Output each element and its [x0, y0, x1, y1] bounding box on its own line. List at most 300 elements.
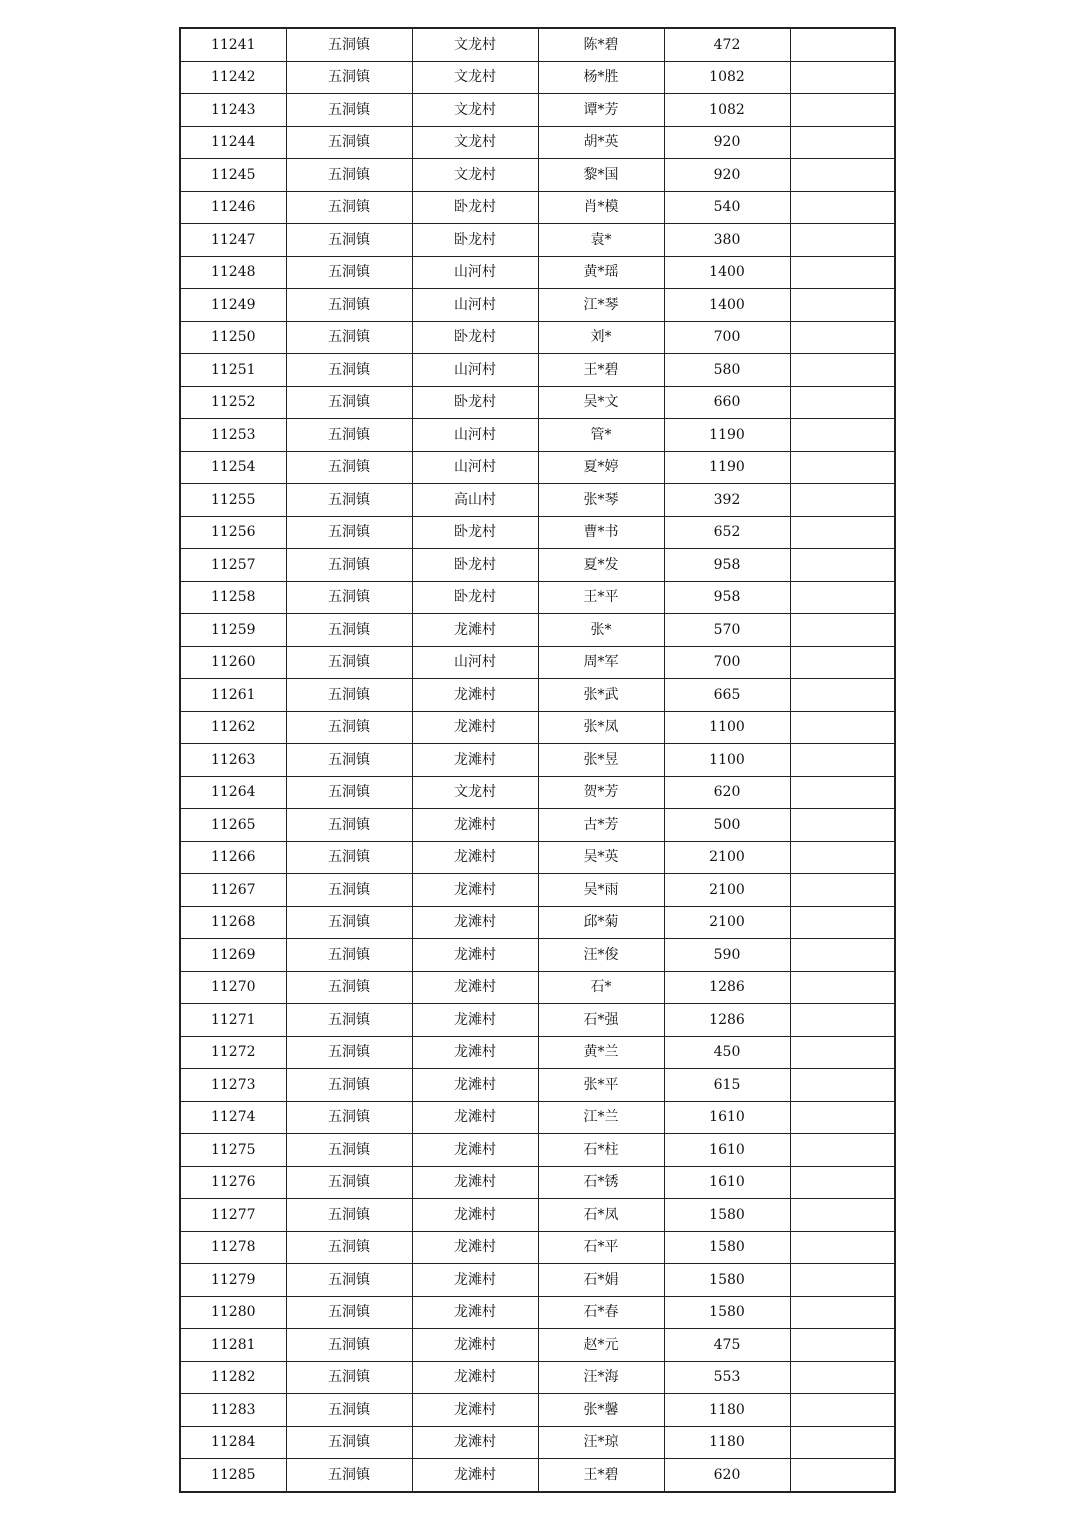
- note-cell: [790, 94, 895, 127]
- note-cell: [790, 191, 895, 224]
- amount-cell: 472: [664, 28, 790, 61]
- note-cell: [790, 1134, 895, 1167]
- row-number-cell: 11282: [180, 1361, 286, 1394]
- name-cell: 谭*芳: [538, 94, 664, 127]
- row-number-cell: 11265: [180, 809, 286, 842]
- row-number-cell: 11255: [180, 484, 286, 517]
- row-number-cell: 11244: [180, 126, 286, 159]
- table-row: [180, 256, 895, 289]
- note-cell: [790, 1394, 895, 1427]
- amount-cell: 553: [664, 1361, 790, 1394]
- name-cell: 曹*书: [538, 516, 664, 549]
- village-cell: 龙滩村: [412, 1004, 538, 1037]
- note-cell: [790, 484, 895, 517]
- village-cell: 龙滩村: [412, 1394, 538, 1427]
- village-cell: 龙滩村: [412, 1166, 538, 1199]
- village-cell: 卧龙村: [412, 386, 538, 419]
- village-cell: 龙滩村: [412, 809, 538, 842]
- table-row: [180, 1199, 895, 1232]
- town-cell: 五洞镇: [286, 971, 412, 1004]
- note-cell: [790, 256, 895, 289]
- name-cell: 石*娟: [538, 1264, 664, 1297]
- row-number-cell: 11243: [180, 94, 286, 127]
- row-number-cell: 11247: [180, 224, 286, 257]
- table-row: [180, 1134, 895, 1167]
- town-cell: 五洞镇: [286, 1134, 412, 1167]
- table-row: [180, 1231, 895, 1264]
- row-number-cell: 11261: [180, 679, 286, 712]
- row-number-cell: 11249: [180, 289, 286, 322]
- village-cell: 山河村: [412, 289, 538, 322]
- town-cell: 五洞镇: [286, 679, 412, 712]
- note-cell: [790, 549, 895, 582]
- row-number-cell: 11259: [180, 614, 286, 647]
- town-cell: 五洞镇: [286, 841, 412, 874]
- town-cell: 五洞镇: [286, 289, 412, 322]
- village-cell: 文龙村: [412, 61, 538, 94]
- name-cell: 石*柱: [538, 1134, 664, 1167]
- town-cell: 五洞镇: [286, 1264, 412, 1297]
- village-cell: 山河村: [412, 256, 538, 289]
- note-cell: [790, 1231, 895, 1264]
- town-cell: 五洞镇: [286, 1036, 412, 1069]
- table-row: [180, 191, 895, 224]
- table-row: [180, 646, 895, 679]
- name-cell: 王*碧: [538, 1459, 664, 1492]
- village-cell: 龙滩村: [412, 1199, 538, 1232]
- note-cell: [790, 906, 895, 939]
- name-cell: 石*平: [538, 1231, 664, 1264]
- name-cell: 张*武: [538, 679, 664, 712]
- table-row: [180, 386, 895, 419]
- note-cell: [790, 939, 895, 972]
- table-row: [180, 1004, 895, 1037]
- town-cell: 五洞镇: [286, 191, 412, 224]
- amount-cell: 1082: [664, 61, 790, 94]
- row-number-cell: 11274: [180, 1101, 286, 1134]
- name-cell: 胡*英: [538, 126, 664, 159]
- row-number-cell: 11284: [180, 1426, 286, 1459]
- name-cell: 贺*芳: [538, 776, 664, 809]
- name-cell: 袁*: [538, 224, 664, 257]
- row-number-cell: 11263: [180, 744, 286, 777]
- village-cell: 龙滩村: [412, 1231, 538, 1264]
- town-cell: 五洞镇: [286, 321, 412, 354]
- town-cell: 五洞镇: [286, 1296, 412, 1329]
- amount-cell: 590: [664, 939, 790, 972]
- note-cell: [790, 386, 895, 419]
- town-cell: 五洞镇: [286, 874, 412, 907]
- village-cell: 文龙村: [412, 159, 538, 192]
- village-cell: 山河村: [412, 354, 538, 387]
- name-cell: 赵*元: [538, 1329, 664, 1362]
- name-cell: 石*: [538, 971, 664, 1004]
- note-cell: [790, 646, 895, 679]
- row-number-cell: 11277: [180, 1199, 286, 1232]
- name-cell: 邱*菊: [538, 906, 664, 939]
- town-cell: 五洞镇: [286, 516, 412, 549]
- amount-cell: 620: [664, 1459, 790, 1492]
- note-cell: [790, 1361, 895, 1394]
- village-cell: 山河村: [412, 451, 538, 484]
- amount-cell: 2100: [664, 841, 790, 874]
- town-cell: 五洞镇: [286, 28, 412, 61]
- amount-cell: 1580: [664, 1264, 790, 1297]
- town-cell: 五洞镇: [286, 419, 412, 452]
- town-cell: 五洞镇: [286, 614, 412, 647]
- data-table: [179, 27, 896, 1493]
- note-cell: [790, 126, 895, 159]
- note-cell: [790, 1329, 895, 1362]
- row-number-cell: 11250: [180, 321, 286, 354]
- table-row: [180, 1361, 895, 1394]
- note-cell: [790, 679, 895, 712]
- table-row: [180, 451, 895, 484]
- village-cell: 龙滩村: [412, 744, 538, 777]
- amount-cell: 500: [664, 809, 790, 842]
- village-cell: 卧龙村: [412, 581, 538, 614]
- row-number-cell: 11266: [180, 841, 286, 874]
- town-cell: 五洞镇: [286, 1329, 412, 1362]
- name-cell: 陈*碧: [538, 28, 664, 61]
- row-number-cell: 11271: [180, 1004, 286, 1037]
- town-cell: 五洞镇: [286, 159, 412, 192]
- amount-cell: 1286: [664, 1004, 790, 1037]
- note-cell: [790, 971, 895, 1004]
- row-number-cell: 11242: [180, 61, 286, 94]
- name-cell: 张*平: [538, 1069, 664, 1102]
- table-row: [180, 939, 895, 972]
- name-cell: 王*碧: [538, 354, 664, 387]
- town-cell: 五洞镇: [286, 1394, 412, 1427]
- town-cell: 五洞镇: [286, 1101, 412, 1134]
- row-number-cell: 11258: [180, 581, 286, 614]
- village-cell: 山河村: [412, 646, 538, 679]
- village-cell: 卧龙村: [412, 321, 538, 354]
- table-row: [180, 1394, 895, 1427]
- table-row: [180, 1426, 895, 1459]
- amount-cell: 580: [664, 354, 790, 387]
- amount-cell: 1082: [664, 94, 790, 127]
- amount-cell: 475: [664, 1329, 790, 1362]
- town-cell: 五洞镇: [286, 1069, 412, 1102]
- town-cell: 五洞镇: [286, 711, 412, 744]
- amount-cell: 1610: [664, 1134, 790, 1167]
- amount-cell: 920: [664, 159, 790, 192]
- amount-cell: 1180: [664, 1394, 790, 1427]
- village-cell: 高山村: [412, 484, 538, 517]
- name-cell: 汪*海: [538, 1361, 664, 1394]
- row-number-cell: 11252: [180, 386, 286, 419]
- name-cell: 夏*婷: [538, 451, 664, 484]
- amount-cell: 1580: [664, 1296, 790, 1329]
- village-cell: 卧龙村: [412, 516, 538, 549]
- note-cell: [790, 451, 895, 484]
- row-number-cell: 11241: [180, 28, 286, 61]
- amount-cell: 540: [664, 191, 790, 224]
- table-row: [180, 354, 895, 387]
- row-number-cell: 11245: [180, 159, 286, 192]
- note-cell: [790, 1004, 895, 1037]
- row-number-cell: 11273: [180, 1069, 286, 1102]
- table-row: [180, 679, 895, 712]
- amount-cell: 620: [664, 776, 790, 809]
- row-number-cell: 11254: [180, 451, 286, 484]
- name-cell: 黄*瑶: [538, 256, 664, 289]
- table-row: [180, 484, 895, 517]
- amount-cell: 1190: [664, 419, 790, 452]
- note-cell: [790, 28, 895, 61]
- name-cell: 吴*英: [538, 841, 664, 874]
- name-cell: 汪*琼: [538, 1426, 664, 1459]
- village-cell: 龙滩村: [412, 711, 538, 744]
- amount-cell: 1580: [664, 1231, 790, 1264]
- village-cell: 卧龙村: [412, 191, 538, 224]
- village-cell: 龙滩村: [412, 1296, 538, 1329]
- town-cell: 五洞镇: [286, 126, 412, 159]
- village-cell: 龙滩村: [412, 939, 538, 972]
- row-number-cell: 11283: [180, 1394, 286, 1427]
- amount-cell: 700: [664, 321, 790, 354]
- village-cell: 文龙村: [412, 28, 538, 61]
- amount-cell: 1400: [664, 289, 790, 322]
- table-row: [180, 711, 895, 744]
- row-number-cell: 11278: [180, 1231, 286, 1264]
- table-row: [180, 94, 895, 127]
- amount-cell: 920: [664, 126, 790, 159]
- name-cell: 江*琴: [538, 289, 664, 322]
- note-cell: [790, 1036, 895, 1069]
- amount-cell: 380: [664, 224, 790, 257]
- amount-cell: 1400: [664, 256, 790, 289]
- note-cell: [790, 711, 895, 744]
- town-cell: 五洞镇: [286, 1166, 412, 1199]
- row-number-cell: 11281: [180, 1329, 286, 1362]
- name-cell: 黄*兰: [538, 1036, 664, 1069]
- town-cell: 五洞镇: [286, 94, 412, 127]
- row-number-cell: 11264: [180, 776, 286, 809]
- note-cell: [790, 1101, 895, 1134]
- town-cell: 五洞镇: [286, 451, 412, 484]
- table-row: [180, 614, 895, 647]
- table-row: [180, 581, 895, 614]
- note-cell: [790, 1459, 895, 1492]
- note-cell: [790, 516, 895, 549]
- name-cell: 刘*: [538, 321, 664, 354]
- amount-cell: 392: [664, 484, 790, 517]
- village-cell: 山河村: [412, 419, 538, 452]
- row-number-cell: 11279: [180, 1264, 286, 1297]
- row-number-cell: 11268: [180, 906, 286, 939]
- note-cell: [790, 61, 895, 94]
- table-row: [180, 126, 895, 159]
- name-cell: 周*军: [538, 646, 664, 679]
- village-cell: 龙滩村: [412, 1101, 538, 1134]
- note-cell: [790, 321, 895, 354]
- note-cell: [790, 1296, 895, 1329]
- village-cell: 龙滩村: [412, 841, 538, 874]
- village-cell: 龙滩村: [412, 1329, 538, 1362]
- name-cell: 江*兰: [538, 1101, 664, 1134]
- village-cell: 龙滩村: [412, 679, 538, 712]
- village-cell: 龙滩村: [412, 1264, 538, 1297]
- amount-cell: 1180: [664, 1426, 790, 1459]
- amount-cell: 700: [664, 646, 790, 679]
- town-cell: 五洞镇: [286, 906, 412, 939]
- town-cell: 五洞镇: [286, 1199, 412, 1232]
- note-cell: [790, 159, 895, 192]
- name-cell: 杨*胜: [538, 61, 664, 94]
- amount-cell: 570: [664, 614, 790, 647]
- village-cell: 卧龙村: [412, 224, 538, 257]
- row-number-cell: 11260: [180, 646, 286, 679]
- amount-cell: 450: [664, 1036, 790, 1069]
- village-cell: 文龙村: [412, 94, 538, 127]
- name-cell: 张*: [538, 614, 664, 647]
- amount-cell: 1286: [664, 971, 790, 1004]
- table-body: [180, 28, 895, 1492]
- town-cell: 五洞镇: [286, 744, 412, 777]
- note-cell: [790, 224, 895, 257]
- town-cell: 五洞镇: [286, 386, 412, 419]
- town-cell: 五洞镇: [286, 581, 412, 614]
- village-cell: 文龙村: [412, 776, 538, 809]
- note-cell: [790, 1069, 895, 1102]
- table-row: [180, 1069, 895, 1102]
- note-cell: [790, 776, 895, 809]
- amount-cell: 2100: [664, 906, 790, 939]
- town-cell: 五洞镇: [286, 1361, 412, 1394]
- table-row: [180, 1166, 895, 1199]
- town-cell: 五洞镇: [286, 1426, 412, 1459]
- note-cell: [790, 1199, 895, 1232]
- village-cell: 龙滩村: [412, 1426, 538, 1459]
- village-cell: 龙滩村: [412, 1361, 538, 1394]
- amount-cell: 2100: [664, 874, 790, 907]
- table-row: [180, 516, 895, 549]
- town-cell: 五洞镇: [286, 354, 412, 387]
- town-cell: 五洞镇: [286, 1004, 412, 1037]
- name-cell: 管*: [538, 419, 664, 452]
- town-cell: 五洞镇: [286, 549, 412, 582]
- table-row: [180, 1296, 895, 1329]
- table-row: [180, 1264, 895, 1297]
- town-cell: 五洞镇: [286, 224, 412, 257]
- amount-cell: 1100: [664, 744, 790, 777]
- note-cell: [790, 1166, 895, 1199]
- note-cell: [790, 809, 895, 842]
- table-row: [180, 419, 895, 452]
- name-cell: 张*琴: [538, 484, 664, 517]
- table-row: [180, 61, 895, 94]
- name-cell: 汪*俊: [538, 939, 664, 972]
- row-number-cell: 11253: [180, 419, 286, 452]
- amount-cell: 958: [664, 581, 790, 614]
- name-cell: 黎*国: [538, 159, 664, 192]
- note-cell: [790, 614, 895, 647]
- note-cell: [790, 289, 895, 322]
- table-row: [180, 906, 895, 939]
- row-number-cell: 11257: [180, 549, 286, 582]
- town-cell: 五洞镇: [286, 646, 412, 679]
- town-cell: 五洞镇: [286, 484, 412, 517]
- village-cell: 龙滩村: [412, 1069, 538, 1102]
- name-cell: 石*凤: [538, 1199, 664, 1232]
- amount-cell: 615: [664, 1069, 790, 1102]
- village-cell: 龙滩村: [412, 1134, 538, 1167]
- name-cell: 石*春: [538, 1296, 664, 1329]
- village-cell: 龙滩村: [412, 614, 538, 647]
- amount-cell: 1100: [664, 711, 790, 744]
- town-cell: 五洞镇: [286, 939, 412, 972]
- name-cell: 石*强: [538, 1004, 664, 1037]
- amount-cell: 1610: [664, 1166, 790, 1199]
- table-row: [180, 159, 895, 192]
- row-number-cell: 11251: [180, 354, 286, 387]
- village-cell: 龙滩村: [412, 906, 538, 939]
- name-cell: 夏*发: [538, 549, 664, 582]
- row-number-cell: 11267: [180, 874, 286, 907]
- table-row: [180, 809, 895, 842]
- note-cell: [790, 841, 895, 874]
- name-cell: 张*馨: [538, 1394, 664, 1427]
- village-cell: 龙滩村: [412, 874, 538, 907]
- note-cell: [790, 581, 895, 614]
- village-cell: 卧龙村: [412, 549, 538, 582]
- table-row: [180, 321, 895, 354]
- amount-cell: 1190: [664, 451, 790, 484]
- table-row: [180, 28, 895, 61]
- note-cell: [790, 874, 895, 907]
- table-row: [180, 1101, 895, 1134]
- amount-cell: 1580: [664, 1199, 790, 1232]
- town-cell: 五洞镇: [286, 1459, 412, 1492]
- name-cell: 吴*文: [538, 386, 664, 419]
- name-cell: 肖*模: [538, 191, 664, 224]
- row-number-cell: 11256: [180, 516, 286, 549]
- table-row: [180, 874, 895, 907]
- town-cell: 五洞镇: [286, 61, 412, 94]
- name-cell: 吴*雨: [538, 874, 664, 907]
- table-row: [180, 1329, 895, 1362]
- table-row: [180, 776, 895, 809]
- row-number-cell: 11272: [180, 1036, 286, 1069]
- table-row: [180, 289, 895, 322]
- row-number-cell: 11269: [180, 939, 286, 972]
- row-number-cell: 11285: [180, 1459, 286, 1492]
- name-cell: 石*锈: [538, 1166, 664, 1199]
- row-number-cell: 11270: [180, 971, 286, 1004]
- table-row: [180, 744, 895, 777]
- row-number-cell: 11246: [180, 191, 286, 224]
- village-cell: 龙滩村: [412, 971, 538, 1004]
- row-number-cell: 11276: [180, 1166, 286, 1199]
- note-cell: [790, 1264, 895, 1297]
- town-cell: 五洞镇: [286, 809, 412, 842]
- note-cell: [790, 744, 895, 777]
- row-number-cell: 11262: [180, 711, 286, 744]
- amount-cell: 1610: [664, 1101, 790, 1134]
- amount-cell: 665: [664, 679, 790, 712]
- amount-cell: 652: [664, 516, 790, 549]
- name-cell: 张*凤: [538, 711, 664, 744]
- table-row: [180, 1459, 895, 1492]
- note-cell: [790, 354, 895, 387]
- table-row: [180, 841, 895, 874]
- name-cell: 张*昱: [538, 744, 664, 777]
- row-number-cell: 11248: [180, 256, 286, 289]
- town-cell: 五洞镇: [286, 256, 412, 289]
